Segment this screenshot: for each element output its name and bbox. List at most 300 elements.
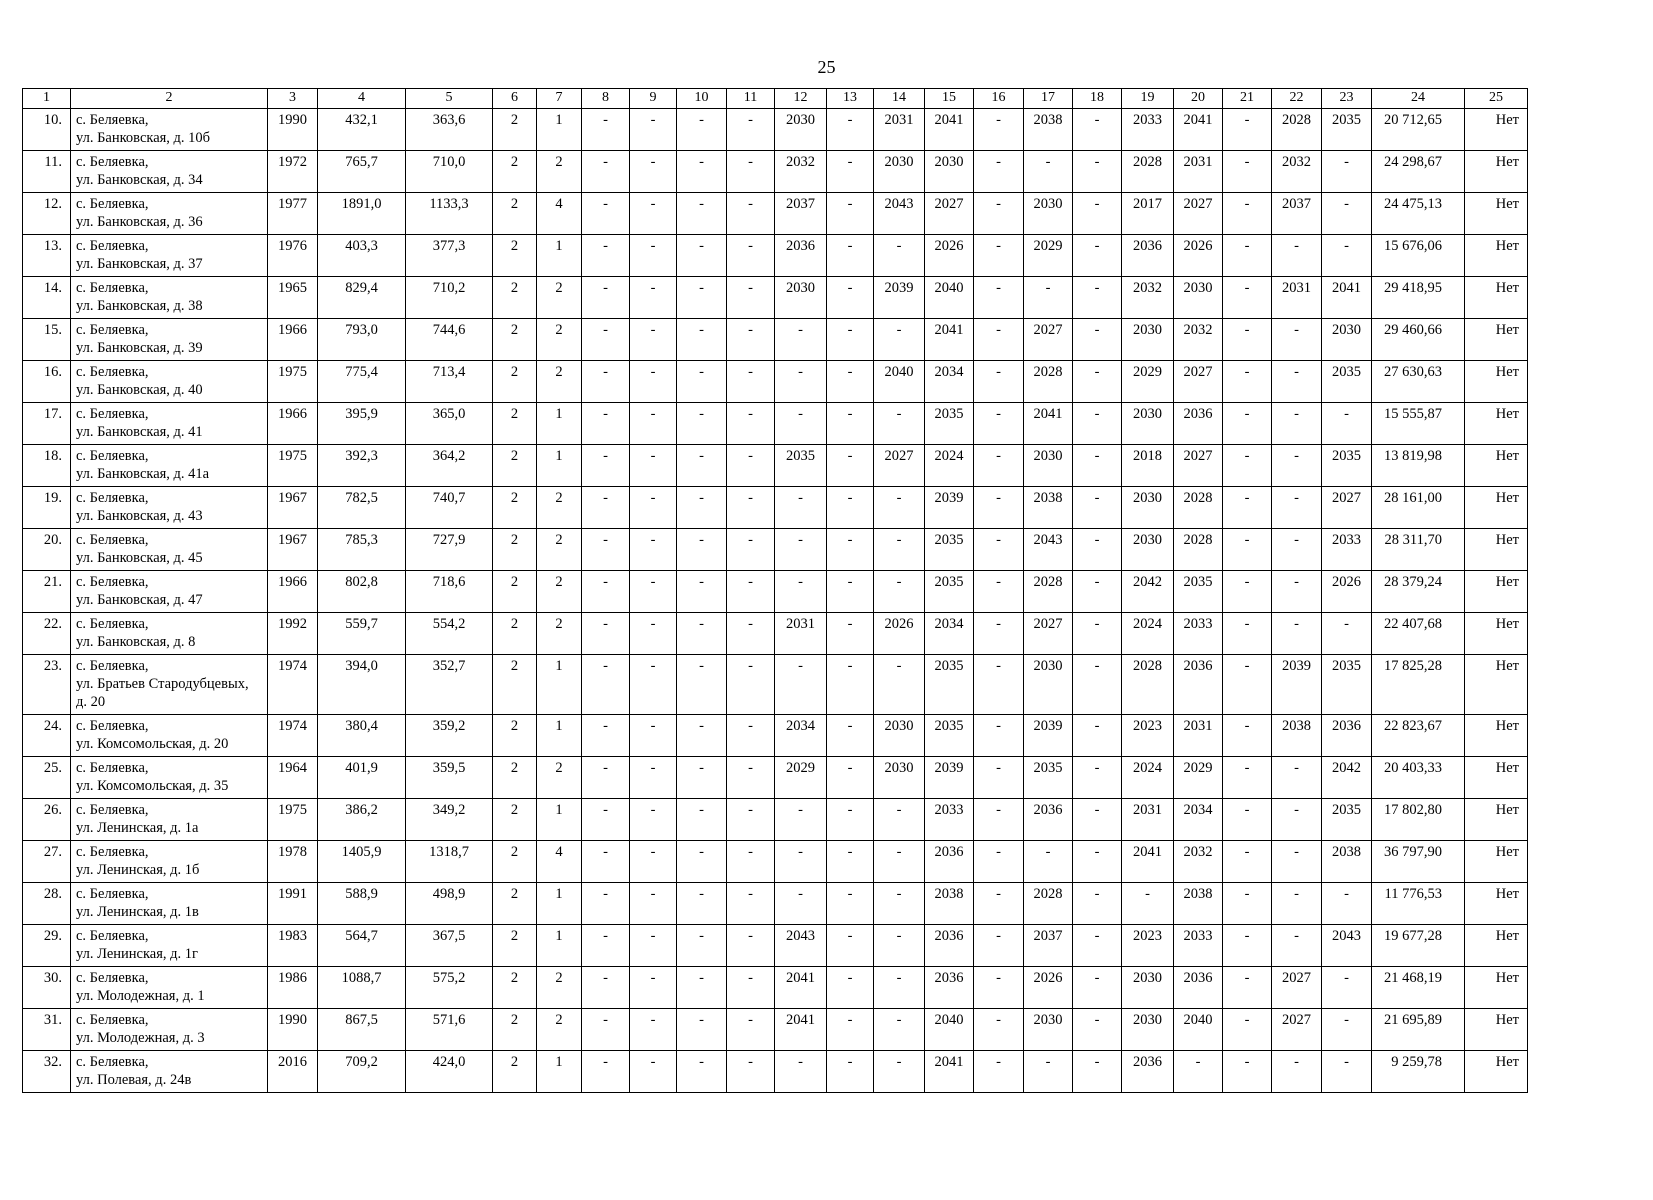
flag-cell: Нет	[1465, 967, 1528, 1009]
data-cell: 2	[493, 235, 537, 277]
data-cell: -	[630, 1009, 677, 1051]
data-cell: 2031	[1272, 277, 1322, 319]
year-cell: 1975	[268, 445, 318, 487]
data-cell: -	[775, 571, 827, 613]
data-cell: 2026	[874, 613, 925, 655]
year-cell: 1967	[268, 529, 318, 571]
data-cell: -	[974, 151, 1024, 193]
data-cell: 564,7	[318, 925, 406, 967]
data-cell: 2	[493, 109, 537, 151]
data-cell: 380,4	[318, 715, 406, 757]
flag-cell: Нет	[1465, 193, 1528, 235]
data-cell: -	[677, 445, 727, 487]
flag-cell: Нет	[1465, 109, 1528, 151]
data-cell: -	[1272, 529, 1322, 571]
data-cell: 1318,7	[406, 841, 493, 883]
data-cell: 2036	[1174, 655, 1223, 715]
data-cell: -	[1272, 757, 1322, 799]
data-cell: -	[827, 445, 874, 487]
data-cell: -	[874, 319, 925, 361]
year-cell: 1964	[268, 757, 318, 799]
address-line: с. Беляевка,	[76, 844, 149, 860]
data-cell: -	[974, 235, 1024, 277]
data-cell: -	[727, 715, 775, 757]
year-cell: 1983	[268, 925, 318, 967]
data-cell: -	[874, 967, 925, 1009]
data-cell: 394,0	[318, 655, 406, 715]
data-cell: 2028	[1174, 487, 1223, 529]
data-cell: -	[974, 529, 1024, 571]
data-cell: -	[677, 883, 727, 925]
data-cell: 2035	[925, 529, 974, 571]
data-cell: -	[974, 1051, 1024, 1093]
data-cell: 4	[537, 193, 582, 235]
column-number: 25	[1465, 89, 1528, 109]
data-cell: 4	[537, 841, 582, 883]
address-line: с. Беляевка,	[76, 574, 149, 590]
data-cell: -	[1322, 403, 1372, 445]
year-cell: 1966	[268, 571, 318, 613]
data-cell: -	[974, 715, 1024, 757]
data-cell: -	[1073, 277, 1122, 319]
flag-cell: Нет	[1465, 715, 1528, 757]
address-line: ул. Банковская, д. 41а	[76, 466, 210, 482]
year-cell: 1990	[268, 1009, 318, 1051]
data-cell: -	[1223, 361, 1272, 403]
address-line: ул. Банковская, д. 45	[76, 550, 203, 566]
row-number: 23.	[23, 655, 71, 715]
data-cell: 2037	[1272, 193, 1322, 235]
data-cell: -	[727, 613, 775, 655]
address-line: с. Беляевка,	[76, 532, 149, 548]
data-cell: -	[827, 193, 874, 235]
cost-cell: 21 468,19	[1372, 967, 1465, 1009]
address-cell	[71, 613, 268, 655]
column-number: 8	[582, 89, 630, 109]
data-cell: 2	[493, 799, 537, 841]
column-number: 24	[1372, 89, 1465, 109]
data-cell: 2036	[925, 841, 974, 883]
data-cell: 2029	[1024, 235, 1073, 277]
data-cell: -	[727, 967, 775, 1009]
data-cell: -	[677, 487, 727, 529]
data-cell: 2	[493, 193, 537, 235]
cost-cell: 27 630,63	[1372, 361, 1465, 403]
data-cell: 2032	[1174, 319, 1223, 361]
data-cell: 2	[537, 151, 582, 193]
flag-cell: Нет	[1465, 1009, 1528, 1051]
data-cell: -	[827, 487, 874, 529]
column-number: 16	[974, 89, 1024, 109]
data-cell: -	[974, 757, 1024, 799]
cost-cell: 28 311,70	[1372, 529, 1465, 571]
data-cell: 2034	[925, 361, 974, 403]
data-cell: -	[677, 925, 727, 967]
data-cell: -	[727, 925, 775, 967]
address-line: с. Беляевка,	[76, 760, 149, 776]
year-cell: 1992	[268, 613, 318, 655]
data-cell: -	[727, 841, 775, 883]
data-cell: 2036	[925, 967, 974, 1009]
data-cell: 2039	[925, 757, 974, 799]
data-cell: -	[827, 109, 874, 151]
data-cell: -	[727, 1051, 775, 1093]
data-cell: -	[630, 571, 677, 613]
data-cell: -	[1223, 613, 1272, 655]
row-number: 32.	[23, 1051, 71, 1093]
data-cell: 2	[537, 967, 582, 1009]
address-line: ул. Ленинская, д. 1б	[76, 862, 200, 878]
data-cell: -	[827, 151, 874, 193]
data-cell: -	[630, 487, 677, 529]
table-row	[23, 571, 1528, 613]
address-line: ул. Ленинская, д. 1а	[76, 820, 199, 836]
data-cell: 2	[493, 757, 537, 799]
data-cell: -	[775, 361, 827, 403]
flag-cell: Нет	[1465, 529, 1528, 571]
data-cell: 2	[493, 487, 537, 529]
data-cell: -	[974, 193, 1024, 235]
table-row	[23, 757, 1528, 799]
data-cell: 2018	[1122, 445, 1174, 487]
data-cell: -	[1122, 883, 1174, 925]
address-line: ул. Ленинская, д. 1г	[76, 946, 198, 962]
data-cell: 2027	[925, 193, 974, 235]
data-cell: 403,3	[318, 235, 406, 277]
row-number: 19.	[23, 487, 71, 529]
column-number: 13	[827, 89, 874, 109]
row-number: 21.	[23, 571, 71, 613]
data-cell: 2	[493, 967, 537, 1009]
data-cell: -	[827, 529, 874, 571]
address-line: с. Беляевка,	[76, 448, 149, 464]
address-line: с. Беляевка,	[76, 406, 149, 422]
data-cell: -	[677, 967, 727, 1009]
data-cell: -	[1073, 319, 1122, 361]
data-cell: 2	[537, 319, 582, 361]
data-cell: -	[827, 841, 874, 883]
table-row	[23, 361, 1528, 403]
data-cell: 2027	[874, 445, 925, 487]
row-number: 26.	[23, 799, 71, 841]
flag-cell: Нет	[1465, 277, 1528, 319]
data-cell: 2	[493, 445, 537, 487]
data-cell: -	[1073, 403, 1122, 445]
data-cell: 802,8	[318, 571, 406, 613]
data-cell: -	[630, 655, 677, 715]
data-cell: 2031	[1174, 715, 1223, 757]
data-cell: -	[727, 193, 775, 235]
data-cell: -	[1073, 193, 1122, 235]
table-row	[23, 799, 1528, 841]
data-cell: 727,9	[406, 529, 493, 571]
data-cell: 2036	[1322, 715, 1372, 757]
data-cell: 2035	[925, 655, 974, 715]
row-number: 20.	[23, 529, 71, 571]
data-cell: 2043	[1322, 925, 1372, 967]
row-number: 15.	[23, 319, 71, 361]
data-cell: 2035	[1322, 109, 1372, 151]
data-cell: 2035	[1174, 571, 1223, 613]
data-cell: -	[1223, 109, 1272, 151]
data-cell: -	[1024, 841, 1073, 883]
data-cell: -	[1223, 235, 1272, 277]
data-cell: -	[1322, 151, 1372, 193]
data-cell: -	[677, 571, 727, 613]
data-cell: -	[1322, 1009, 1372, 1051]
data-cell: 2029	[1174, 757, 1223, 799]
data-cell: -	[1223, 655, 1272, 715]
data-cell: -	[582, 1051, 630, 1093]
data-cell: 2	[537, 277, 582, 319]
row-number: 17.	[23, 403, 71, 445]
data-cell: 2036	[925, 925, 974, 967]
data-cell: -	[677, 715, 727, 757]
year-cell: 1972	[268, 151, 318, 193]
table-row	[23, 235, 1528, 277]
address-cell	[71, 571, 268, 613]
table-row	[23, 1009, 1528, 1051]
column-number: 17	[1024, 89, 1073, 109]
data-cell: -	[727, 109, 775, 151]
flag-cell: Нет	[1465, 235, 1528, 277]
address-line: ул. Банковская, д. 40	[76, 382, 203, 398]
data-cell: -	[582, 925, 630, 967]
data-cell: 2028	[1174, 529, 1223, 571]
address-line: с. Беляевка,	[76, 802, 149, 818]
data-cell: -	[874, 655, 925, 715]
table-row	[23, 925, 1528, 967]
address-line: ул. Банковская, д. 10б	[76, 130, 211, 146]
data-cell: 2036	[775, 235, 827, 277]
column-number: 11	[727, 89, 775, 109]
data-cell: 2030	[874, 151, 925, 193]
data-cell: -	[874, 1009, 925, 1051]
address-line: с. Беляевка,	[76, 364, 149, 380]
data-cell: 2030	[1024, 445, 1073, 487]
data-cell: -	[827, 715, 874, 757]
data-cell: 2038	[1322, 841, 1372, 883]
data-cell: -	[630, 529, 677, 571]
address-line: с. Беляевка,	[76, 1012, 149, 1028]
address-line: ул. Банковская, д. 43	[76, 508, 203, 524]
data-cell: -	[1223, 1051, 1272, 1093]
data-cell: -	[1272, 1051, 1322, 1093]
data-cell: 2027	[1174, 361, 1223, 403]
address-line: с. Беляевка,	[76, 718, 149, 734]
data-cell: 1891,0	[318, 193, 406, 235]
data-cell: 2035	[1322, 655, 1372, 715]
data-cell: -	[827, 967, 874, 1009]
data-cell: -	[874, 883, 925, 925]
data-cell: -	[974, 841, 1024, 883]
data-cell: 2034	[775, 715, 827, 757]
data-cell: 2030	[1122, 967, 1174, 1009]
data-cell: -	[827, 613, 874, 655]
data-cell: 718,6	[406, 571, 493, 613]
table-row	[23, 319, 1528, 361]
data-cell: -	[1223, 925, 1272, 967]
data-cell: -	[582, 715, 630, 757]
data-cell: 744,6	[406, 319, 493, 361]
data-cell: 2027	[1024, 613, 1073, 655]
column-number-row	[23, 89, 1528, 109]
data-cell: -	[677, 841, 727, 883]
data-cell: -	[630, 715, 677, 757]
address-cell	[71, 715, 268, 757]
year-cell: 1978	[268, 841, 318, 883]
data-cell: -	[775, 655, 827, 715]
flag-cell: Нет	[1465, 883, 1528, 925]
data-cell: -	[630, 193, 677, 235]
data-cell: 2	[537, 757, 582, 799]
table-row	[23, 193, 1528, 235]
data-cell: -	[1272, 361, 1322, 403]
data-cell: -	[874, 235, 925, 277]
data-cell: -	[827, 571, 874, 613]
data-cell: 2042	[1122, 571, 1174, 613]
data-cell: 782,5	[318, 487, 406, 529]
address-line: ул. Банковская, д. 34	[76, 172, 203, 188]
data-cell: -	[1272, 487, 1322, 529]
flag-cell: Нет	[1465, 361, 1528, 403]
data-cell: 710,2	[406, 277, 493, 319]
data-cell: 2033	[925, 799, 974, 841]
data-cell: 367,5	[406, 925, 493, 967]
data-cell: 2	[537, 571, 582, 613]
cost-cell: 21 695,89	[1372, 1009, 1465, 1051]
data-cell: 793,0	[318, 319, 406, 361]
data-cell: 2037	[1024, 925, 1073, 967]
data-cell: 424,0	[406, 1051, 493, 1093]
data-cell: 1	[537, 799, 582, 841]
data-cell: 2031	[1122, 799, 1174, 841]
data-cell: -	[630, 319, 677, 361]
data-cell: 2041	[1174, 109, 1223, 151]
address-line: ул. Комсомольская, д. 35	[76, 778, 229, 794]
data-cell: 2030	[874, 757, 925, 799]
cost-cell: 29 460,66	[1372, 319, 1465, 361]
data-cell: 1	[537, 1051, 582, 1093]
data-cell: -	[874, 571, 925, 613]
flag-cell: Нет	[1465, 613, 1528, 655]
data-cell: -	[1223, 151, 1272, 193]
data-cell: 713,4	[406, 361, 493, 403]
address-line: с. Беляевка,	[76, 616, 149, 632]
year-cell: 1974	[268, 655, 318, 715]
column-number: 5	[406, 89, 493, 109]
data-cell: 1	[537, 109, 582, 151]
data-cell: -	[677, 1009, 727, 1051]
data-cell: 1	[537, 883, 582, 925]
data-cell: 2039	[1272, 655, 1322, 715]
data-cell: -	[630, 1051, 677, 1093]
data-cell: 2039	[874, 277, 925, 319]
flag-cell: Нет	[1465, 151, 1528, 193]
data-cell: 571,6	[406, 1009, 493, 1051]
data-cell: -	[1272, 403, 1322, 445]
housing-repair-table	[22, 88, 1528, 1093]
data-cell: 2023	[1122, 925, 1174, 967]
data-cell: 554,2	[406, 613, 493, 655]
data-cell: 2036	[1174, 403, 1223, 445]
table-row	[23, 277, 1528, 319]
row-number: 22.	[23, 613, 71, 655]
address-cell	[71, 319, 268, 361]
data-cell: 359,2	[406, 715, 493, 757]
data-cell: -	[727, 361, 775, 403]
data-cell: -	[727, 151, 775, 193]
data-cell: -	[630, 883, 677, 925]
data-cell: 2017	[1122, 193, 1174, 235]
data-cell: 2041	[1122, 841, 1174, 883]
data-cell: -	[1073, 925, 1122, 967]
data-cell: 2035	[1322, 799, 1372, 841]
data-cell: -	[582, 1009, 630, 1051]
year-cell: 1986	[268, 967, 318, 1009]
flag-cell: Нет	[1465, 1051, 1528, 1093]
address-line: ул. Ленинская, д. 1в	[76, 904, 199, 920]
data-cell: 2027	[1024, 319, 1073, 361]
data-cell: 1	[537, 925, 582, 967]
data-cell: -	[874, 1051, 925, 1093]
data-cell: 2043	[1024, 529, 1073, 571]
row-number: 30.	[23, 967, 71, 1009]
data-cell: -	[974, 571, 1024, 613]
table-row	[23, 883, 1528, 925]
data-cell: 2024	[1122, 613, 1174, 655]
data-cell: -	[677, 1051, 727, 1093]
data-cell: 1133,3	[406, 193, 493, 235]
data-cell: 2027	[1272, 1009, 1322, 1051]
data-cell: -	[1073, 151, 1122, 193]
row-number: 31.	[23, 1009, 71, 1051]
data-cell: -	[827, 757, 874, 799]
data-cell: -	[1272, 235, 1322, 277]
column-number: 22	[1272, 89, 1322, 109]
address-cell	[71, 925, 268, 967]
data-cell: 785,3	[318, 529, 406, 571]
cost-cell: 17 825,28	[1372, 655, 1465, 715]
data-cell: -	[1272, 613, 1322, 655]
data-cell: 2043	[775, 925, 827, 967]
data-cell: 2	[493, 1009, 537, 1051]
data-cell: -	[1073, 361, 1122, 403]
row-number: 24.	[23, 715, 71, 757]
table-row	[23, 967, 1528, 1009]
table-row	[23, 109, 1528, 151]
data-cell: 829,4	[318, 277, 406, 319]
data-cell: 2043	[874, 193, 925, 235]
data-cell: 2031	[874, 109, 925, 151]
data-cell: 2024	[925, 445, 974, 487]
year-cell: 1990	[268, 109, 318, 151]
data-cell: 2035	[925, 571, 974, 613]
table-row	[23, 613, 1528, 655]
data-cell: -	[1223, 967, 1272, 1009]
data-cell: 2027	[1272, 967, 1322, 1009]
year-cell: 1965	[268, 277, 318, 319]
column-number: 23	[1322, 89, 1372, 109]
data-cell: -	[1322, 613, 1372, 655]
data-cell: -	[827, 925, 874, 967]
column-number: 12	[775, 89, 827, 109]
address-line: с. Беляевка,	[76, 490, 149, 506]
data-cell: -	[1272, 319, 1322, 361]
data-cell: -	[827, 1051, 874, 1093]
data-cell: -	[1322, 1051, 1372, 1093]
cost-cell: 17 802,80	[1372, 799, 1465, 841]
